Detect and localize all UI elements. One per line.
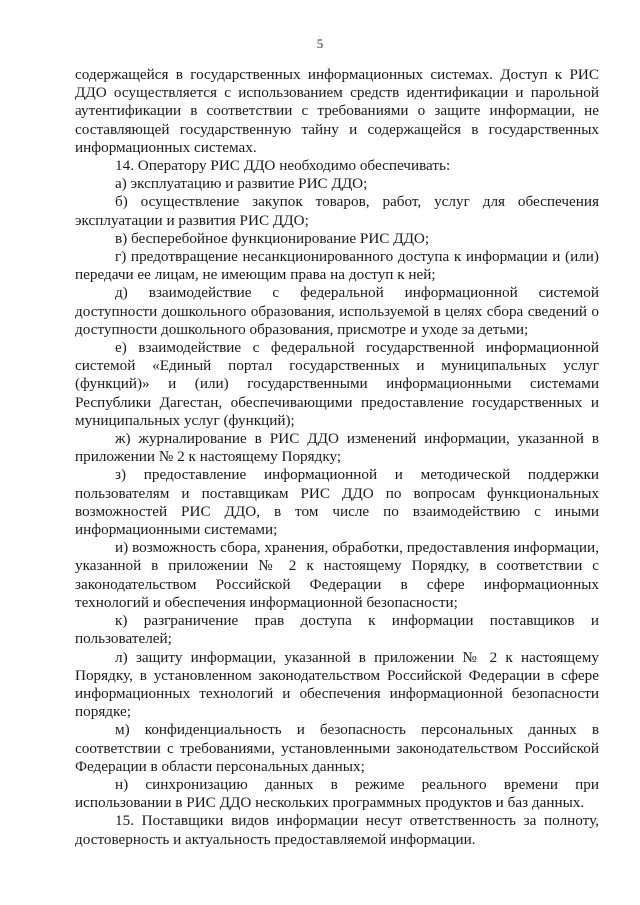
- list-item-z: з) предоставление информационной и методической поддержки пользователям и поставщикам РИС ДДО по вопросам функциональных возможностей РИС ДДО, в том числе по взаимодействию с иными информационными системами;: [75, 466, 599, 539]
- list-item-l: л) защиту информации, указанной в приложении № 2 к настоящему Порядку, в установленном законодательством Российской Федерации в сфере информационных технологий и обеспечения информационной безопасности порядке;: [75, 648, 599, 721]
- list-item-g: г) предотвращение несанкционированного доступа к информации и (или) передачи ее лицам, не имеющим права на доступ к ней;: [75, 248, 599, 284]
- document-body: [75, 66, 599, 849]
- list-item-e: е) взаимодействие с федеральной государственной информационной системой «Единый портал государственных и муниципальных услуг (функций)» и (или) государственными информационными системами Республики Дагестан, обеспечивающими предоставление государственных и муниципальных услуг (функций);: [75, 339, 599, 429]
- list-item-k: к) разграничение прав доступа к информации поставщиков и пользователей;: [75, 612, 599, 648]
- list-item-m: м) конфиденциальность и безопасность персональных данных в соответствии с требованиями, установленными законодательством Российской Федерации в области персональных данных;: [75, 721, 599, 775]
- list-item-b: б) осуществление закупок товаров, работ, услуг для обеспечения эксплуатации и развития РИС ДДО;: [75, 193, 599, 229]
- list-item-a: а) эксплуатацию и развитие РИС ДДО;: [115, 175, 368, 193]
- paragraph-14-heading: 14. Оператору РИС ДДО необходимо обеспечивать:: [115, 157, 451, 175]
- list-item-d: д) взаимодействие с федеральной информационной системой доступности дошкольного образования, используемой в целях сбора сведений о доступности дошкольного образования, присмотре и уходе за детьми;: [75, 284, 599, 338]
- list-item-zh: ж) журналирование в РИС ДДО изменений информации, указанной в приложении № 2 к настоящему Порядку;: [75, 430, 599, 466]
- list-item-i: и) возможность сбора, хранения, обработки, предоставления информации, указанной в приложении № 2 к настоящему Порядку, в соответствии с законодательством Российской Федерации в сфере информационных технологий и обеспечения информационной безопасности;: [75, 539, 599, 611]
- paragraph-continuation: содержащейся в государственных информационных системах. Доступ к РИС ДДО осуществляется с использованием средств идентификации и парольной аутентификации в соответствии с требованиями о защите информации, не составляющей государственную тайну и содержащейся в государственных информационных системах.: [75, 66, 599, 156]
- list-item-v: в) бесперебойное функционирование РИС ДДО;: [115, 229, 430, 247]
- list-item-n: н) синхронизацию данных в режиме реального времени при использовании в РИС ДДО нескольких программных продуктов и баз данных.: [75, 775, 599, 812]
- page-number: 5: [316, 36, 324, 51]
- paragraph-15: 15. Поставщики видов информации несут ответственность за полноту, достоверность и актуальность предоставляемой информации.: [75, 812, 599, 848]
